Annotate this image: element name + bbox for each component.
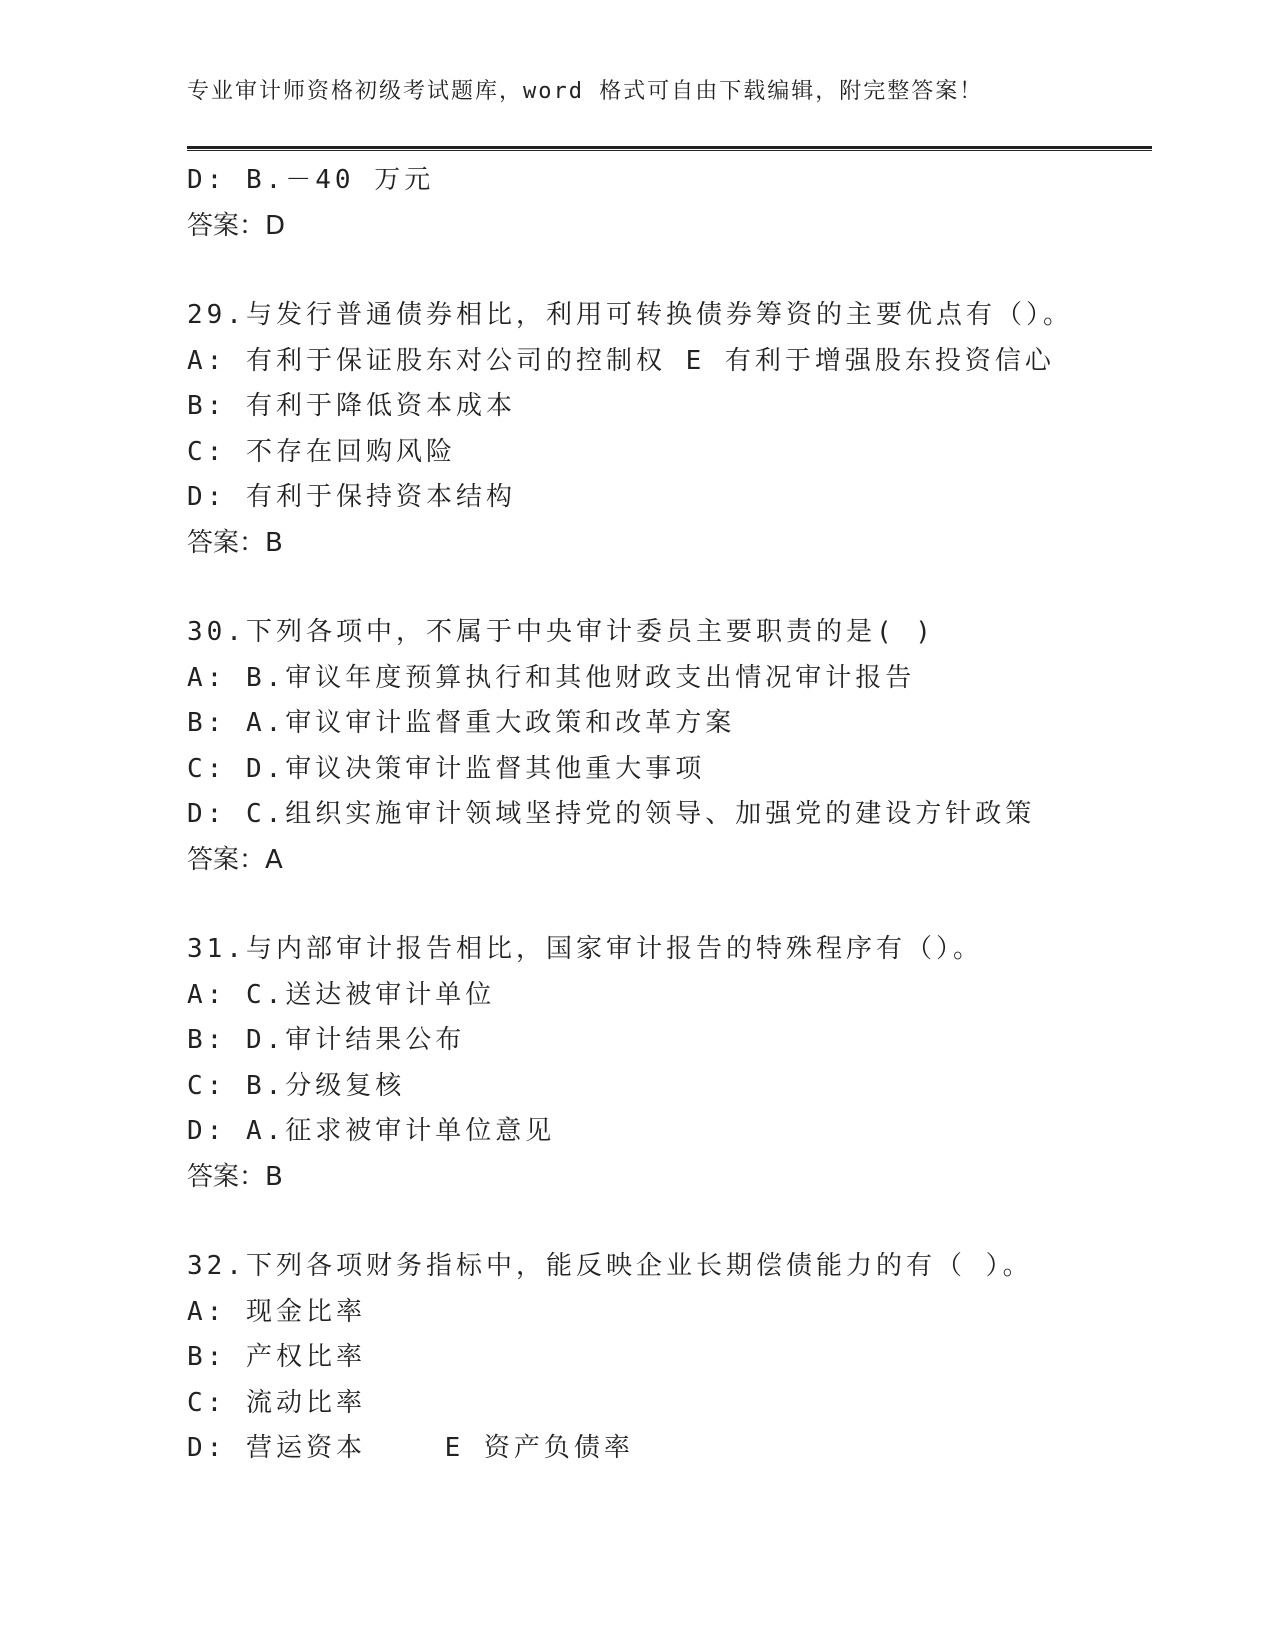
answer: 答案：B xyxy=(187,527,283,558)
question-30 xyxy=(187,610,1167,883)
page-header: 专业审计师资格初级考试题库，word 格式可自由下载编辑，附完整答案！ xyxy=(187,79,984,104)
option-c: C: B.分级复核 xyxy=(187,1070,406,1101)
question-32 xyxy=(187,1244,1167,1472)
question-31 xyxy=(187,927,1167,1200)
spacer xyxy=(187,249,1167,293)
answer: 答案：B xyxy=(187,1161,283,1192)
question-content xyxy=(187,158,1167,1472)
header-divider xyxy=(187,146,1152,151)
option-d: D: 营运资本 E 资产负债率 xyxy=(187,1433,634,1463)
option-a: A: C.送达被审计单位 xyxy=(187,979,496,1010)
option-b: B: D.审计结果公布 xyxy=(187,1025,466,1055)
option-a: A: 现金比率 xyxy=(187,1296,366,1327)
option-d: D: C.组织实施审计领域坚持党的领导、加强党的建设方针政策 xyxy=(187,799,1036,829)
option-a: A: 有利于保证股东对公司的控制权 E 有利于增强股东投资信心 xyxy=(187,345,1055,376)
prev-answer: 答案：D xyxy=(187,210,286,241)
option-c: C: D.审议决策审计监督其他重大事项 xyxy=(187,753,706,784)
question-29 xyxy=(187,293,1167,566)
option-b: B: 产权比率 xyxy=(187,1342,366,1372)
option-b: B: 有利于降低资本成本 xyxy=(187,391,516,421)
option-c: C: 流动比率 xyxy=(187,1387,366,1418)
spacer xyxy=(187,883,1167,927)
option-a: A: B.审议年度预算执行和其他财政支出情况审计报告 xyxy=(187,662,916,693)
option-d: D: 有利于保持资本结构 xyxy=(187,482,516,512)
question-stem: 32.下列各项财务指标中，能反映企业长期偿债能力的有（ ）。 xyxy=(187,1251,1033,1281)
prev-option-d: D: B.－40 万元 xyxy=(187,165,435,195)
answer: 答案：A xyxy=(187,844,283,875)
option-d: D: A.征求被审计单位意见 xyxy=(187,1116,556,1146)
question-stem: 31.与内部审计报告相比，国家审计报告的特殊程序有（）。 xyxy=(187,934,983,964)
option-c: C: 不存在回购风险 xyxy=(187,436,456,467)
spacer xyxy=(187,566,1167,610)
question-stem: 29.与发行普通债券相比，利用可转换债券筹资的主要优点有（）。 xyxy=(187,300,1073,330)
question-stem: 30.下列各项中，不属于中央审计委员主要职责的是( ) xyxy=(187,617,935,647)
spacer xyxy=(187,1200,1167,1244)
option-b: B: A.审议审计监督重大政策和改革方案 xyxy=(187,708,736,738)
